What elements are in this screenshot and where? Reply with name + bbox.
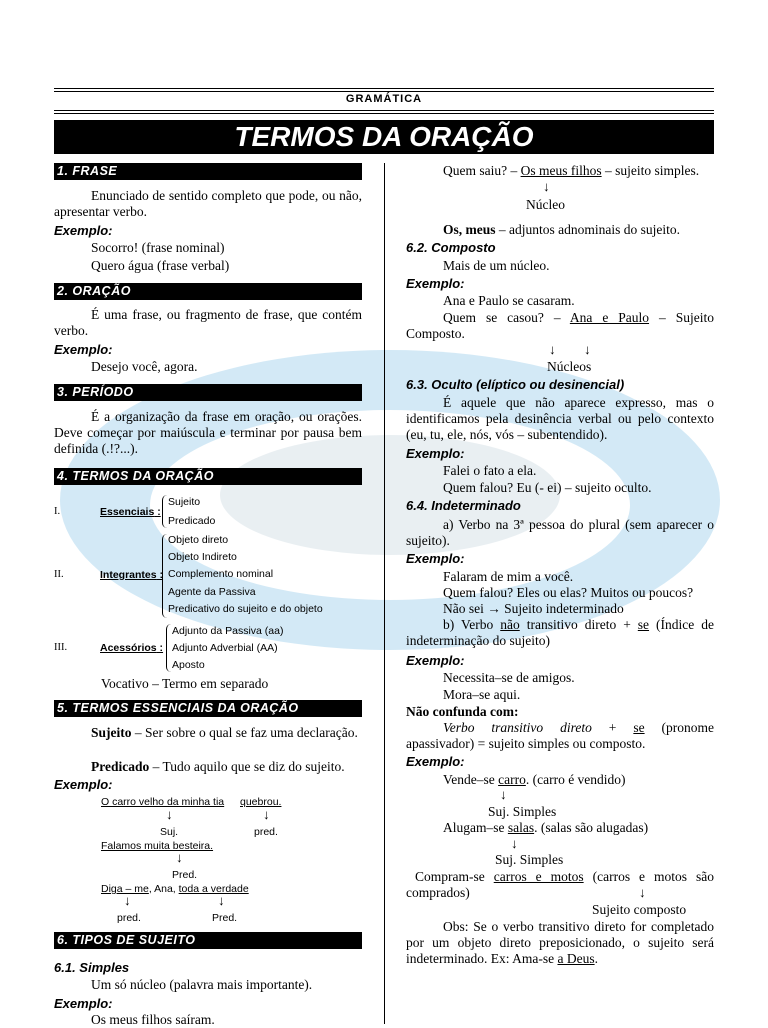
frase-example-1: Socorro! (frase nominal) [91, 240, 225, 255]
vtd-example-label: Exemplo: [406, 754, 465, 769]
column-divider [384, 163, 385, 1024]
arrow-down-icon: ↓ [543, 179, 550, 194]
label-pred-3: pred. [117, 912, 141, 924]
vtd-example-2: Alugam–se salas. (salas são alugadas) [443, 820, 649, 835]
heading-6-2: 6.2. Composto [406, 240, 496, 255]
section-bar-frase: 1. FRASE [54, 163, 362, 180]
oculto-example-label: Exemplo: [406, 446, 465, 461]
oracao-example-label: Exemplo: [54, 342, 113, 357]
indeterminado-rule-b: b) Verbo não transitivo direto + se (Índice de indeterminação do sujeito) [406, 617, 714, 649]
frase-definition: Enunciado de sentido completo que pode, ou não, apresentar verbo. [54, 188, 362, 220]
oculto-example-2: Quem falou? Eu (- ei) – sujeito oculto. [443, 480, 652, 495]
indeterminado-example-2: Quem falou? Eles ou elas? Muitos ou poucos? [443, 585, 694, 600]
composto-example-label: Exemplo: [406, 276, 465, 291]
integrantes-item-3: Agente da Passiva [168, 586, 256, 598]
section-kicker: GRAMÁTICA [345, 93, 423, 105]
acessorios-item-0: Adjunto da Passiva (aa) [172, 625, 284, 637]
composto-example-2: Quem se casou? – Ana e Paulo – Sujeito Composto. [406, 310, 714, 342]
simples-example-1: Os meus filhos saíram. [91, 1012, 215, 1027]
composto-definition: Mais de um núcleo. [443, 258, 550, 273]
arrow-down-icon: ↓ [218, 893, 225, 908]
vtd-rule: Verbo transitivo direto + se (pronome apassivador) = sujeito simples ou composto. [406, 720, 715, 752]
example-sentence-1-predicate: quebrou. [240, 796, 282, 808]
example-sentence-2: Falamos muita besteira. [101, 840, 214, 852]
brace-essenciais [162, 495, 167, 528]
roman-iii: III. [54, 642, 68, 653]
arrow-down-icon: ↓ [639, 885, 646, 900]
brace-integrantes [162, 534, 167, 618]
essenciais-item-0: Sujeito [168, 496, 201, 508]
label-sujeito-composto: Sujeito composto [592, 902, 687, 917]
label-suj: Suj. [160, 826, 179, 838]
composto-example-1: Ana e Paulo se casaram. [443, 293, 575, 308]
arrow-down-icon: ↓ [511, 836, 518, 851]
indeterminado-example-label-2: Exemplo: [406, 653, 465, 668]
arrow-down-icon: ↓ [263, 807, 270, 822]
indeterminado-example-5: Mora–se aqui. [443, 687, 521, 702]
predicado-definition: Predicado – Tudo aquilo que se diz do sujeito. [91, 759, 345, 774]
label-suj-simples: Suj. Simples [488, 804, 557, 819]
acessorios-item-2: Aposto [172, 659, 205, 671]
label-nucleo: Núcleo [526, 197, 565, 212]
simples-definition: Um só núcleo (palavra mais importante). [91, 977, 313, 992]
frase-example-2: Quero água (frase verbal) [91, 258, 230, 273]
periodo-definition: É a organização da frase em oração, ou orações. Deve começar por maiúscula e terminar por pausa bem definida (.!?...). [54, 409, 362, 457]
integrantes-item-0: Objeto direto [168, 534, 229, 546]
label-suj-simples-2: Suj. Simples [495, 852, 564, 867]
header-rule-bottom-2 [54, 113, 714, 114]
header-rule-top-2 [54, 91, 714, 92]
indeterminado-rule-a: a) Verbo na 3ª pessoa do plural (sem aparecer o sujeito). [406, 517, 714, 549]
indeterminado-example-4: Necessita–se de amigos. [443, 670, 575, 685]
simples-question: Quem saiu? – Os meus filhos – sujeito simples. [443, 163, 700, 178]
section-bar-tipos-sujeito: 6. TIPOS DE SUJEITO [54, 932, 362, 949]
acessorios-item-1: Adjunto Adverbial (AA) [172, 642, 278, 654]
oracao-example-1: Desejo você, agora. [91, 359, 198, 374]
section-bar-oracao: 2. ORAÇÃO [54, 283, 362, 300]
essenciais-example-label: Exemplo: [54, 777, 113, 792]
nao-confunda-heading: Não confunda com: [406, 704, 519, 719]
indeterminado-example-label: Exemplo: [406, 551, 465, 566]
example-sentence-3: Diga – me, Ana, toda a verdade [101, 883, 249, 895]
header-rule-top [54, 88, 714, 89]
oculto-definition: É aquele que não aparece expresso, mas o identificamos pela desinência verbal ou pelo contexto (eu, tu, ele, nós, vós – subentendido). [406, 395, 714, 443]
integrantes-item-4: Predicativo do sujeito e do objeto [168, 603, 323, 615]
indeterminado-example-1: Falaram de mim a você. [443, 569, 574, 584]
section-bar-periodo: 3. PERÍODO [54, 384, 362, 401]
vtd-example-1: Vende–se carro. (carro é vendido) [443, 772, 626, 787]
heading-6-4: 6.4. Indeterminado [406, 498, 521, 513]
brace-acessorios [166, 624, 171, 672]
heading-6-3: 6.3. Oculto (elíptico ou desinencial) [406, 377, 625, 392]
oculto-example-1: Falei o fato a ela. [443, 463, 537, 478]
page-title: TERMOS DA ORAÇÃO [54, 120, 714, 154]
label-pred-4: Pred. [212, 912, 238, 924]
vocativo-note: Vocativo – Termo em separado [101, 676, 269, 691]
group-integrantes: Integrantes : [100, 569, 164, 581]
integrantes-item-2: Complemento nominal [168, 568, 274, 580]
label-nucleos: Núcleos [547, 359, 592, 374]
oracao-definition: É uma frase, ou fragmento de frase, que contém verbo. [54, 307, 362, 339]
arrow-down-icon: ↓ [176, 850, 183, 865]
arrow-down-icon: ↓ [584, 342, 591, 357]
section-bar-termos: 4. TERMOS DA ORAÇÃO [54, 468, 362, 485]
label-pred: pred. [254, 826, 278, 838]
header-rule-bottom [54, 110, 714, 111]
arrow-down-icon: ↓ [124, 893, 131, 908]
frase-example-label: Exemplo: [54, 223, 113, 238]
arrow-down-icon: ↓ [549, 342, 556, 357]
group-essenciais: Essenciais : [100, 506, 161, 518]
heading-6-1: 6.1. Simples [54, 960, 130, 975]
example-sentence-1-subject: O carro velho da minha tia [101, 796, 225, 808]
arrow-down-icon: ↓ [500, 787, 507, 802]
simples-example-label: Exemplo: [54, 996, 113, 1011]
vtd-example-3: Compram-se carros e motos (carros e motos são comprados) [406, 869, 714, 901]
roman-i: I. [54, 506, 61, 517]
indeterminado-example-3: Não sei → Sujeito indeterminado [443, 601, 624, 616]
arrow-down-icon: ↓ [166, 807, 173, 822]
obs-note: Obs: Se o verbo transitivo direto for completado por um objeto direto preposicionado, o sujeito será indeterminado. Ex: Ama-se a Deus. [406, 919, 714, 967]
label-pred-2: Pred. [172, 869, 198, 881]
group-acessorios: Acessórios : [100, 642, 164, 654]
integrantes-item-1: Objeto Indireto [168, 551, 237, 563]
sujeito-definition: Sujeito – Ser sobre o qual se faz uma declaração. [91, 725, 358, 740]
roman-ii: II. [54, 569, 64, 580]
section-bar-termos-essenciais: 5. TERMOS ESSENCIAIS DA ORAÇÃO [54, 700, 362, 717]
essenciais-item-1: Predicado [168, 515, 216, 527]
adjuntos-note: Os, meus – adjuntos adnominais do sujeito. [443, 222, 681, 237]
